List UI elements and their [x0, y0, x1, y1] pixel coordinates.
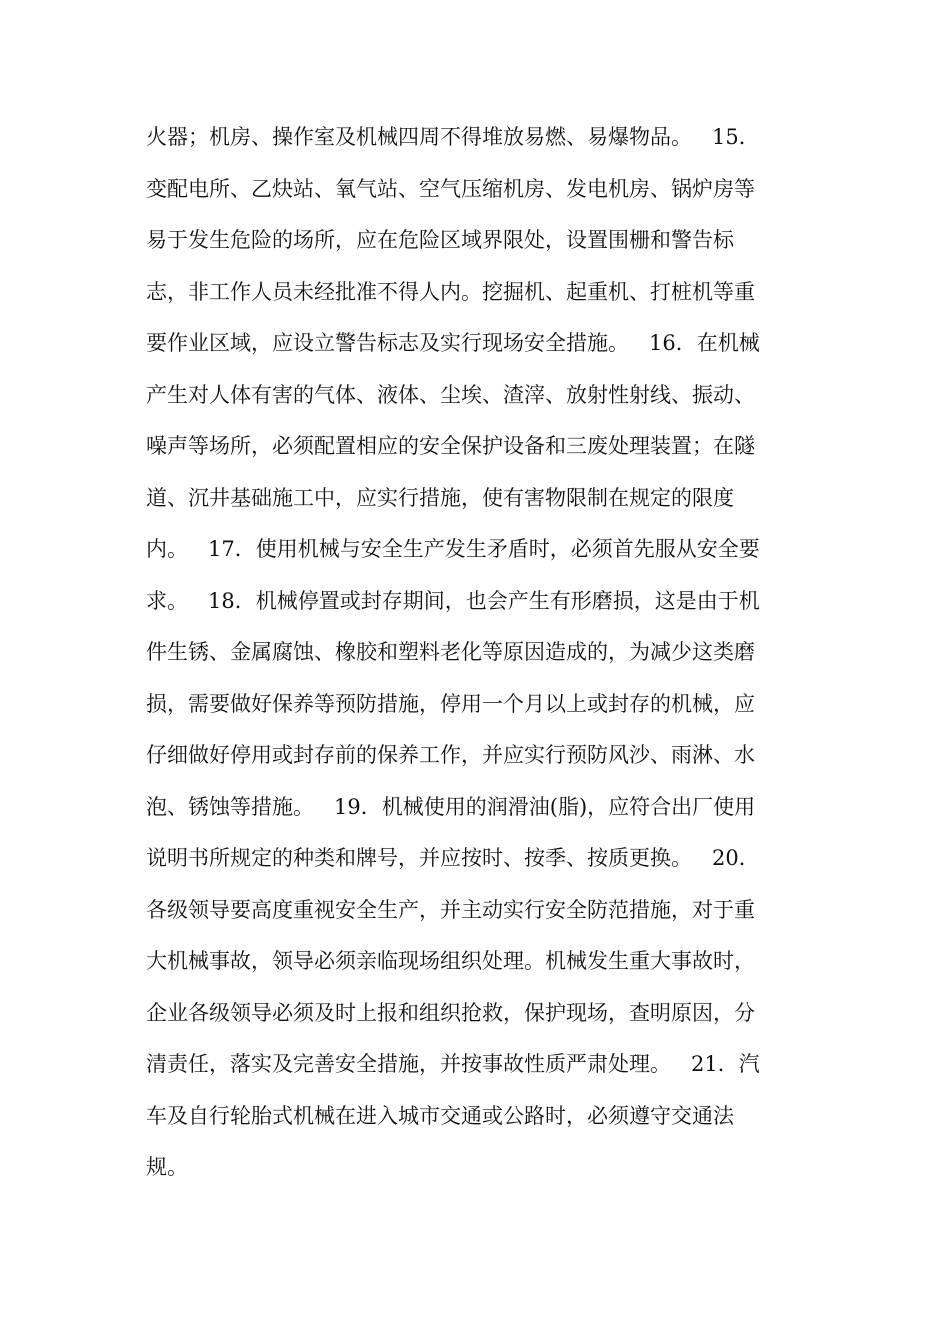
text-line: 规。: [146, 1155, 188, 1179]
text-line: 企业各级领导必须及时上报和组织抢救，保护现场，查明原因，分: [146, 1000, 755, 1025]
text-line: 求。 18．机械停置或封存期间，也会产生有形磨损，这是由于机: [146, 588, 760, 613]
text-line: 志，非工作人员未经批准不得人内。挖掘机、起重机、打桩机等重: [146, 279, 755, 304]
text-line: 内。 17．使用机械与安全生产发生矛盾时，必须首先服从安全要: [146, 537, 760, 561]
text-line: 各级领导要高度重视安全生产，并主动实行安全防范措施，对于重: [146, 897, 755, 922]
text-line: 要作业区域，应设立警告标志及实行现场安全措施。 16．在机械: [146, 331, 760, 355]
text-line: 产生对人体有害的气体、液体、尘埃、渣滓、放射性射线、振动、: [146, 382, 755, 407]
text-line: 变配电所、乙炔站、氧气站、空气压缩机房、发电机房、锅炉房等: [146, 176, 755, 201]
text-line: 车及自行轮胎式机械在进入城市交通或公路时，必须遵守交通法: [146, 1103, 734, 1128]
text-line: 道、沉井基础施工中，应实行措施，使有害物限制在规定的限度: [146, 485, 734, 510]
text-line: 说明书所规定的种类和牌号，并应按时、按季、按质更换。 20．: [146, 846, 760, 870]
text-line: 大机械事故，领导必须亲临现场组织处理。机械发生重大事故时，: [146, 949, 755, 973]
text-line: 火器；机房、操作室及机械四周不得堆放易燃、易爆物品。 15．: [146, 125, 760, 149]
text-line: 清责任，落实及完善安全措施，并按事故性质严肃处理。 21．汽: [146, 1052, 760, 1076]
text-line: 损，需要做好保养等预防措施，停用一个月以上或封存的机械，应: [146, 691, 755, 716]
text-line: 噪声等场所，必须配置相应的安全保护设备和三废处理装置；在隧: [146, 434, 755, 458]
text-line: 仔细做好停用或封存前的保养工作，并应实行预防风沙、雨淋、水: [146, 743, 755, 767]
text-line: 泡、锈蚀等措施。 19．机械使用的润滑油(脂)，应符合出厂使用: [146, 794, 756, 819]
body-text: [146, 112, 806, 1194]
text-line: 件生锈、金属腐蚀、橡胶和塑料老化等原因造成的，为减少这类磨: [146, 640, 755, 664]
text-line: 易于发生危险的场所，应在危险区域界限处，设置围栅和警告标: [146, 228, 734, 252]
